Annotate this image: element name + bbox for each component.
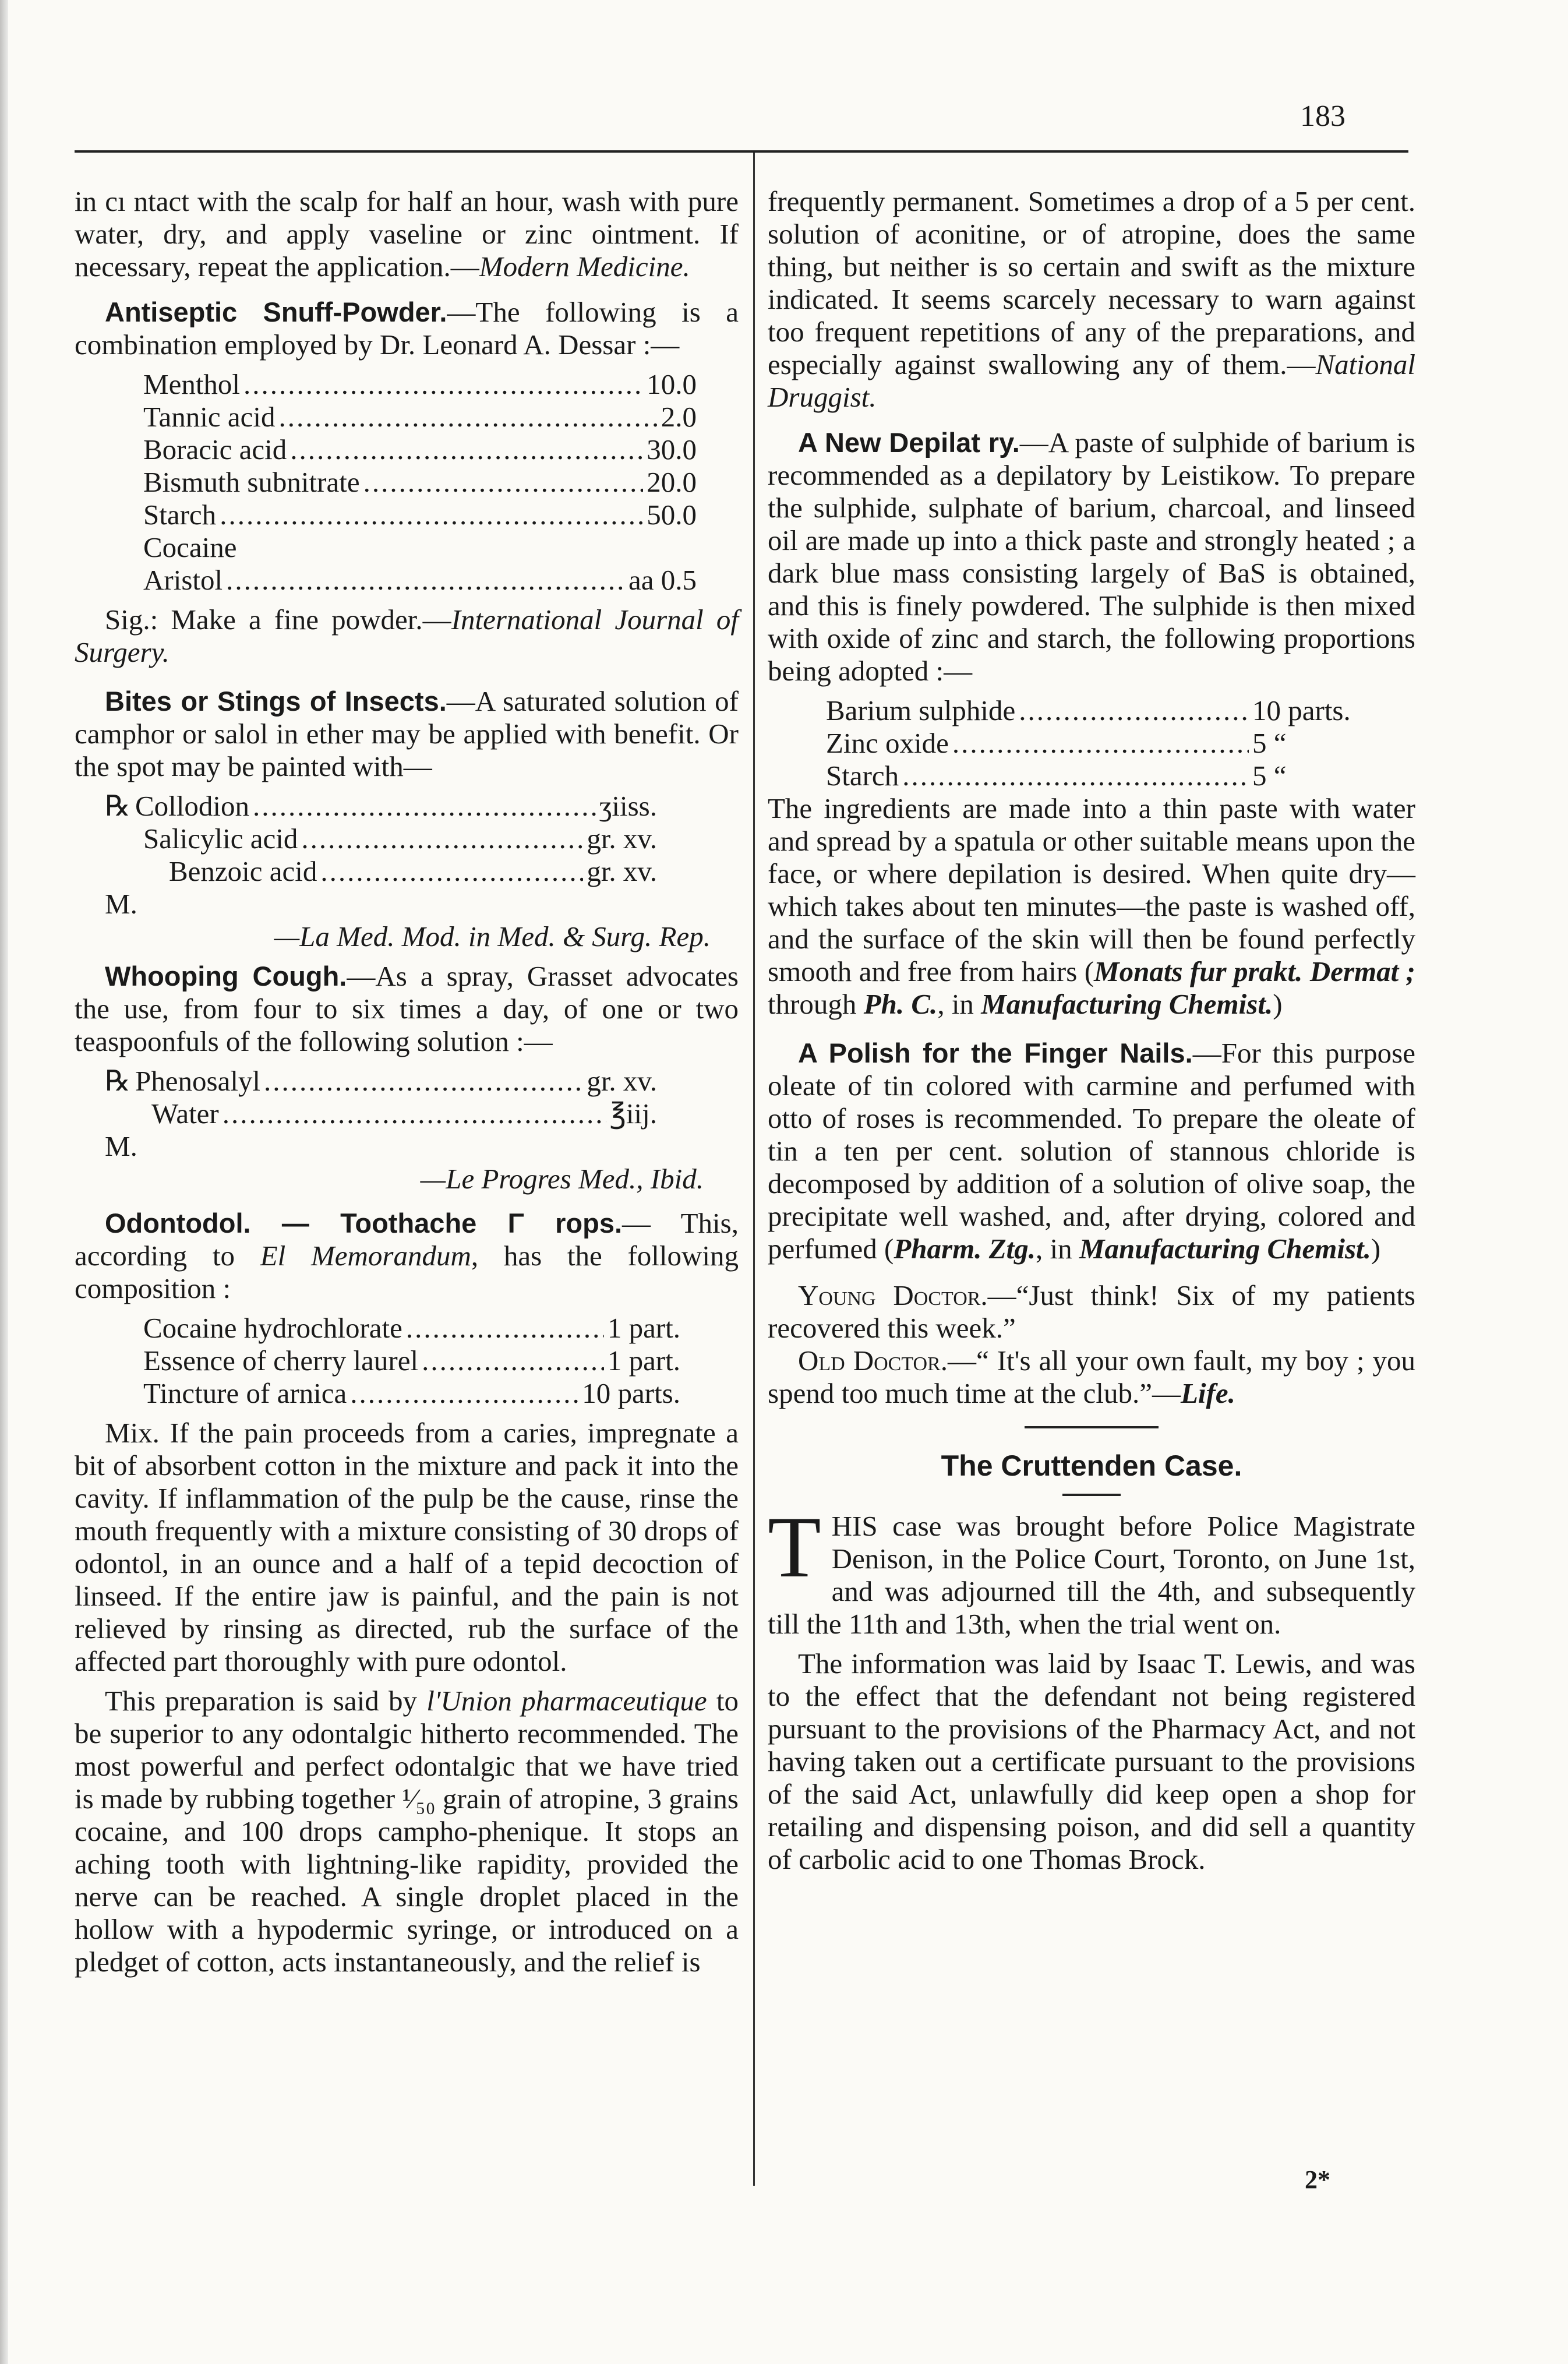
whooping-formula — [75, 1065, 739, 1130]
formula-row: Zinc oxide ..... 5 “ — [826, 727, 1380, 760]
formula-row: Benzoic acid ..... gr. xv. — [105, 855, 657, 888]
cruttenden-paragraph-2: The information was laid by Isaac T. Lewis, and was to the effect that the defendant not being registered pursuant to the provisions of the Pharmacy Act, and not having taken out a certificate pursuant to the provisions of the said Act, unlawfully did keep open a shop for retailing and dispensing poison, and did sell a quantity of carbolic acid to one Thomas Brock. — [768, 1647, 1415, 1875]
bites-formula — [75, 790, 739, 888]
formula-row: Bismuth subnitrate ..... 20.0 — [143, 466, 697, 499]
recipe-symbol: ℞ — [105, 790, 130, 822]
heading-rule — [1062, 1494, 1121, 1496]
formula-row: Salicylic acid ..... gr. xv. — [105, 823, 657, 855]
snuff-sig: Sig.: Make a fine powder.—International Journal of Surgery. — [75, 604, 739, 668]
formula-row: Cocaine — [143, 531, 237, 563]
young-doctor-line: Young Doctor.—“Just think! Six of my patients recovered this week.” — [768, 1279, 1415, 1344]
scan-margin — [0, 0, 8, 2364]
old-doctor-line: Old Doctor.—“ It's all your own fault, my boy ; you spend too much time at the club.”—Life. — [768, 1345, 1415, 1409]
odontodol-article: Odontodol. — Toothache Γ rops.— This, according to El Memorandum, has the following composition : — [75, 1207, 739, 1304]
odontodol-mix: Mix. If the pain proceeds from a caries, impregnate a bit of absorbent cotton in the mixture and pack it into the cavity. If inflammation of the pulp be the cause, rinse the mouth frequently with a mixture consisting of 30 drops of odontol, in an ounce and a half of a tepid decoction of linseed. If the entire jaw is painful, and the pain is not relieved by rinsing as directed, rub the surface of the affected part thoroughly with pure odontol. — [75, 1417, 739, 1677]
bites-misce: M. — [105, 888, 137, 920]
depilatory-article: A New Depilat ry.—A paste of sulphide of barium is recommended as a depilatory by Leistikow. To prepare the sulphide, sulphate of barium, charcoal, and linseed oil are made up into a thick paste and strongly heated ; a dark blue mass consisting largely of BaS is obtained, and this is finely powdered. The sulphide is then mixed with oxide of zinc and starch, the following proportions being adopted :— — [768, 426, 1415, 687]
bites-source: —La Med. Mod. in Med. & Surg. Rep. — [274, 920, 711, 952]
formula-row: Barium sulphide ..... 10 parts. — [826, 694, 1380, 727]
formula-row: Menthol ..... 10.0 — [143, 368, 697, 401]
odontodol-preparation: This preparation is said by l'Union pharmaceutique to be superior to any odontalgic hitherto recommended. The most powerful and perfect odontalgic that we have tried is made by rubbing together ¹⁄₅₀ grain of atropine, 3 grains cocaine, and 100 drops campho-phenique. It stops an aching tooth with lightning-like rapidity, provided the nerve can be reached. A single droplet placed in the hollow with a hypodermic syringe, or introduced on a pledget of cotton, acts instantaneously, and the relief is — [75, 1685, 739, 1978]
drop-cap: T — [768, 1499, 821, 1596]
header-rule — [75, 150, 1408, 153]
section-rule — [1025, 1426, 1159, 1428]
depilatory-formula — [768, 694, 1415, 792]
formula-row: Cocaine hydrochlorate ..... 1 part. — [143, 1312, 680, 1345]
right-column — [768, 185, 1415, 1883]
continued-paragraph: frequently permanent. Sometimes a drop of a 5 per cent. solution of aconitine, or of atropine, does the same thing, but neither is so certain and swift as the mixture indicated. It seems scarcely necessary to warn against too frequent repetitions of any of the preparations, and especially against swallowing any of them.—National Druggist. — [768, 185, 1415, 413]
intro-source: Modern Medicine. — [479, 250, 690, 283]
formula-row: Starch ..... 50.0 — [143, 499, 697, 531]
odontodol-formula — [75, 1312, 739, 1410]
cruttenden-heading: The Cruttenden Case. — [941, 1449, 1242, 1482]
whooping-misce: M. — [105, 1130, 137, 1162]
depilatory-instructions: The ingredients are made into a thin paste with water and spread by a spatula or other suitable means upon the face, or where depilation is desired. When quite dry—which takes about ten minutes—the paste is washed off, and the surface of the skin will then be found perfectly smooth and free from hairs (Monats fur prakt. Dermat ; through Ph. C., in Manufacturing Chemist.) — [768, 792, 1415, 1020]
intro-paragraph: in cı ntact with the scalp for half an hour, wash with pure water, dry, and apply vaseline or zinc ointment. If necessary, repeat the application.—Modern Medicine. — [75, 185, 739, 283]
formula-row: Water ..... ℥iij. — [105, 1098, 657, 1130]
left-column — [75, 185, 739, 1985]
polish-article: A Polish for the Finger Nails.—For this purpose oleate of tin colored with carmine and perfumed with otto of roses is recommended. To prepare the oleate of tin a ten per cent. solution of stannous chloride is decomposed by addition of a solution of olive soap, the precipitate well washed, and, after drying, colored and perfumed (Pharm. Ztg., in Manufacturing Chemist.) — [768, 1037, 1415, 1265]
formula-row: Boracic acid ..... 30.0 — [143, 433, 697, 466]
cruttenden-paragraph-1: THIS case was brought before Police Magistrate Denison, in the Police Court, Toronto, on June 1st, and was adjourned till the 4th, and subsequently till the 11th and 13th, when the trial went on. — [768, 1499, 1415, 1640]
odontodol-heading: Odontodol. — Toothache Γ rops. — [105, 1208, 623, 1239]
depilatory-heading: A New Depilat ry. — [798, 427, 1020, 458]
bites-article: Bites or Stings of Insects.—A saturated solution of camphor or salol in ether may be applied with benefit. Or the spot may be painted with— — [75, 685, 739, 782]
polish-heading: A Polish for the Finger Nails. — [798, 1038, 1193, 1068]
whooping-article: Whooping Cough.—As a spray, Grasset advocates the use, from four to six times a day, of one or two teaspoonfuls of the following solution :— — [75, 960, 739, 1057]
formula-row: ℞ Phenosalyl ..... gr. xv. — [105, 1065, 657, 1098]
snuff-formula — [75, 368, 739, 597]
recipe-symbol: ℞ — [105, 1065, 130, 1097]
formula-row: Tincture of arnica ..... 10 parts. — [143, 1377, 680, 1410]
column-divider — [753, 153, 755, 2186]
formula-row: Essence of cherry laurel ..... 1 part. — [143, 1345, 680, 1377]
whooping-heading: Whooping Cough. — [105, 961, 347, 992]
formula-row: Starch ..... 5 “ — [826, 760, 1380, 792]
bites-heading: Bites or Stings of Insects. — [105, 686, 447, 717]
whooping-source: —Le Progres Med., Ibid. — [420, 1163, 704, 1195]
formula-row: Tannic acid ..... 2.0 — [143, 401, 697, 433]
formula-row: ℞ Collodion ..... ʒiiss. — [105, 790, 657, 823]
snuff-heading: Antiseptic Snuff-Powder. — [105, 297, 447, 327]
printer-signature: 2* — [1305, 2165, 1330, 2194]
formula-row: Aristol ..... aa 0.5 — [143, 564, 697, 597]
page-number: 183 — [1300, 100, 1345, 133]
snuff-article: Antiseptic Snuff-Powder.—The following is a combination employed by Dr. Leonard A. Dessar :— — [75, 296, 739, 361]
fraction: ¹⁄₅₀ — [402, 1783, 436, 1815]
